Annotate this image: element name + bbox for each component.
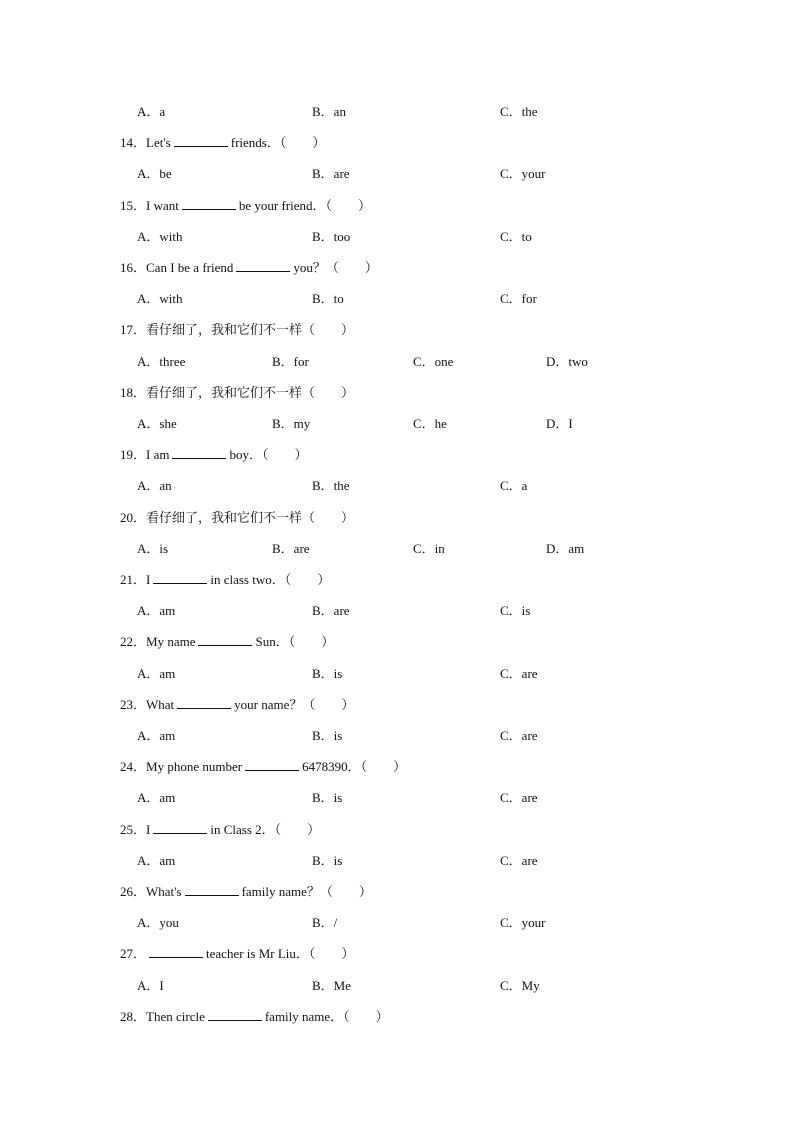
answer-option[interactable]: C．My <box>500 978 540 993</box>
answer-option[interactable]: A．am <box>137 728 176 743</box>
question-text-after: family name？（ ） <box>241 884 372 899</box>
answer-option[interactable]: B．to <box>312 291 344 306</box>
question-text-before: Can I be a friend <box>146 260 234 275</box>
question-text-before: My name <box>146 634 196 649</box>
question-text-after: be your friend．（ ） <box>238 198 372 213</box>
answer-option[interactable]: D．two <box>546 354 588 369</box>
question-number: 22． <box>120 634 147 649</box>
question-text-after: your name？（ ） <box>234 697 355 712</box>
answer-option[interactable]: A．a <box>137 104 166 119</box>
answer-blank[interactable] <box>185 882 239 896</box>
answer-option[interactable]: B．too <box>312 229 351 244</box>
question-line <box>120 196 371 216</box>
answer-blank[interactable] <box>153 820 207 834</box>
question-line <box>120 383 354 403</box>
question-number: 19． <box>120 447 147 462</box>
question-line <box>120 258 378 278</box>
question-text-before: I want <box>146 198 179 213</box>
question-line <box>120 1007 389 1027</box>
answer-option[interactable]: C．your <box>500 915 546 930</box>
question-number: 26． <box>120 884 147 899</box>
question-text-after: friends．（ ） <box>230 135 326 150</box>
answer-option[interactable]: B．is <box>312 853 343 868</box>
question-text-before: Let's <box>146 135 171 150</box>
answer-option[interactable]: B．/ <box>312 915 338 930</box>
answer-option[interactable]: D．I <box>546 416 573 431</box>
question-number: 24． <box>120 759 147 774</box>
answer-option[interactable]: B．my <box>272 416 311 431</box>
question-number: 15． <box>120 198 147 213</box>
answer-blank[interactable] <box>182 196 236 210</box>
answer-option[interactable]: C．a <box>500 478 528 493</box>
answer-option[interactable]: C．are <box>500 853 538 868</box>
question-line <box>120 133 325 153</box>
question-number: 20． <box>120 510 147 525</box>
question-line <box>120 882 372 902</box>
answer-option[interactable]: C．to <box>500 229 532 244</box>
question-number: 23． <box>120 697 147 712</box>
question-text: 看仔细了，我和它们不一样（ ） <box>146 510 355 525</box>
question-line <box>120 944 354 964</box>
answer-blank[interactable] <box>172 445 226 459</box>
answer-option[interactable]: B．are <box>312 603 350 618</box>
answer-option[interactable]: D．am <box>546 541 585 556</box>
answer-option[interactable]: A．is <box>137 541 169 556</box>
answer-option[interactable]: A．be <box>137 166 172 181</box>
answer-blank[interactable] <box>153 570 207 584</box>
answer-option[interactable]: B．are <box>272 541 310 556</box>
question-number: 21． <box>120 572 147 587</box>
answer-blank[interactable] <box>177 695 231 709</box>
question-text-before: I <box>146 572 151 587</box>
answer-blank[interactable] <box>245 757 299 771</box>
question-line <box>120 445 308 465</box>
question-text-before: What <box>146 697 175 712</box>
answer-option[interactable]: C．is <box>500 603 531 618</box>
answer-option[interactable]: C．the <box>500 104 538 119</box>
answer-option[interactable]: C．are <box>500 728 538 743</box>
answer-blank[interactable] <box>208 1007 262 1021</box>
answer-option[interactable]: C．in <box>413 541 445 556</box>
question-number: 16． <box>120 260 147 275</box>
question-text-after: Sun．（ ） <box>255 634 335 649</box>
question-line <box>120 757 406 777</box>
answer-option[interactable]: B．Me <box>312 978 352 993</box>
answer-option[interactable]: B．an <box>312 104 346 119</box>
question-text-before: Then circle <box>146 1009 205 1024</box>
question-text-after: 6478390．（ ） <box>302 759 407 774</box>
question-line <box>120 508 354 528</box>
answer-option[interactable]: A．she <box>137 416 177 431</box>
question-line <box>120 820 320 840</box>
question-text-before: I <box>146 822 151 837</box>
question-text-before: What's <box>146 884 182 899</box>
answer-option[interactable]: C．are <box>500 666 538 681</box>
question-text-after: in Class 2．（ ） <box>210 822 321 837</box>
question-text-after: in class two．（ ） <box>210 572 331 587</box>
answer-option[interactable]: C．your <box>500 166 546 181</box>
answer-option[interactable]: B．is <box>312 790 343 805</box>
answer-option[interactable]: A．am <box>137 853 176 868</box>
question-text: 看仔细了，我和它们不一样（ ） <box>146 385 355 400</box>
question-number: 28． <box>120 1009 147 1024</box>
question-number: 14． <box>120 135 147 150</box>
question-line <box>120 570 330 590</box>
answer-option[interactable]: A．am <box>137 666 176 681</box>
answer-blank[interactable] <box>149 944 203 958</box>
answer-option[interactable]: C．are <box>500 790 538 805</box>
answer-option[interactable]: A．I <box>137 978 164 993</box>
question-number: 27． <box>120 946 147 961</box>
question-number: 17． <box>120 322 147 337</box>
answer-option[interactable]: A．with <box>137 229 183 244</box>
question-number: 25． <box>120 822 147 837</box>
question-line <box>120 320 354 340</box>
question-text-after: you？（ ） <box>293 260 378 275</box>
question-number: 18． <box>120 385 147 400</box>
answer-option[interactable]: A．am <box>137 790 176 805</box>
answer-option[interactable]: B．the <box>312 478 350 493</box>
answer-blank[interactable] <box>198 632 252 646</box>
question-text: 看仔细了，我和它们不一样（ ） <box>146 322 355 337</box>
question-text-after: boy．（ ） <box>229 447 308 462</box>
answer-option[interactable]: A．with <box>137 291 183 306</box>
answer-option[interactable]: C．he <box>413 416 447 431</box>
answer-option[interactable]: C．for <box>500 291 537 306</box>
answer-option[interactable]: A．am <box>137 603 176 618</box>
answer-option[interactable]: B．is <box>312 666 343 681</box>
answer-option[interactable]: C．one <box>413 354 454 369</box>
answer-option[interactable]: A．three <box>137 354 186 369</box>
answer-option[interactable]: B．are <box>312 166 350 181</box>
answer-option[interactable]: A．an <box>137 478 172 493</box>
answer-blank[interactable] <box>236 258 290 272</box>
question-text-before: My phone number <box>146 759 243 774</box>
question-line <box>120 632 334 652</box>
answer-option[interactable]: A．you <box>137 915 179 930</box>
question-text-before: I am <box>146 447 170 462</box>
answer-blank[interactable] <box>174 133 228 147</box>
question-line <box>120 695 354 715</box>
answer-option[interactable]: B．for <box>272 354 309 369</box>
question-text-after: family name．（ ） <box>264 1009 389 1024</box>
answer-option[interactable]: B．is <box>312 728 343 743</box>
question-text-after: teacher is Mr Liu．（ ） <box>206 946 355 961</box>
